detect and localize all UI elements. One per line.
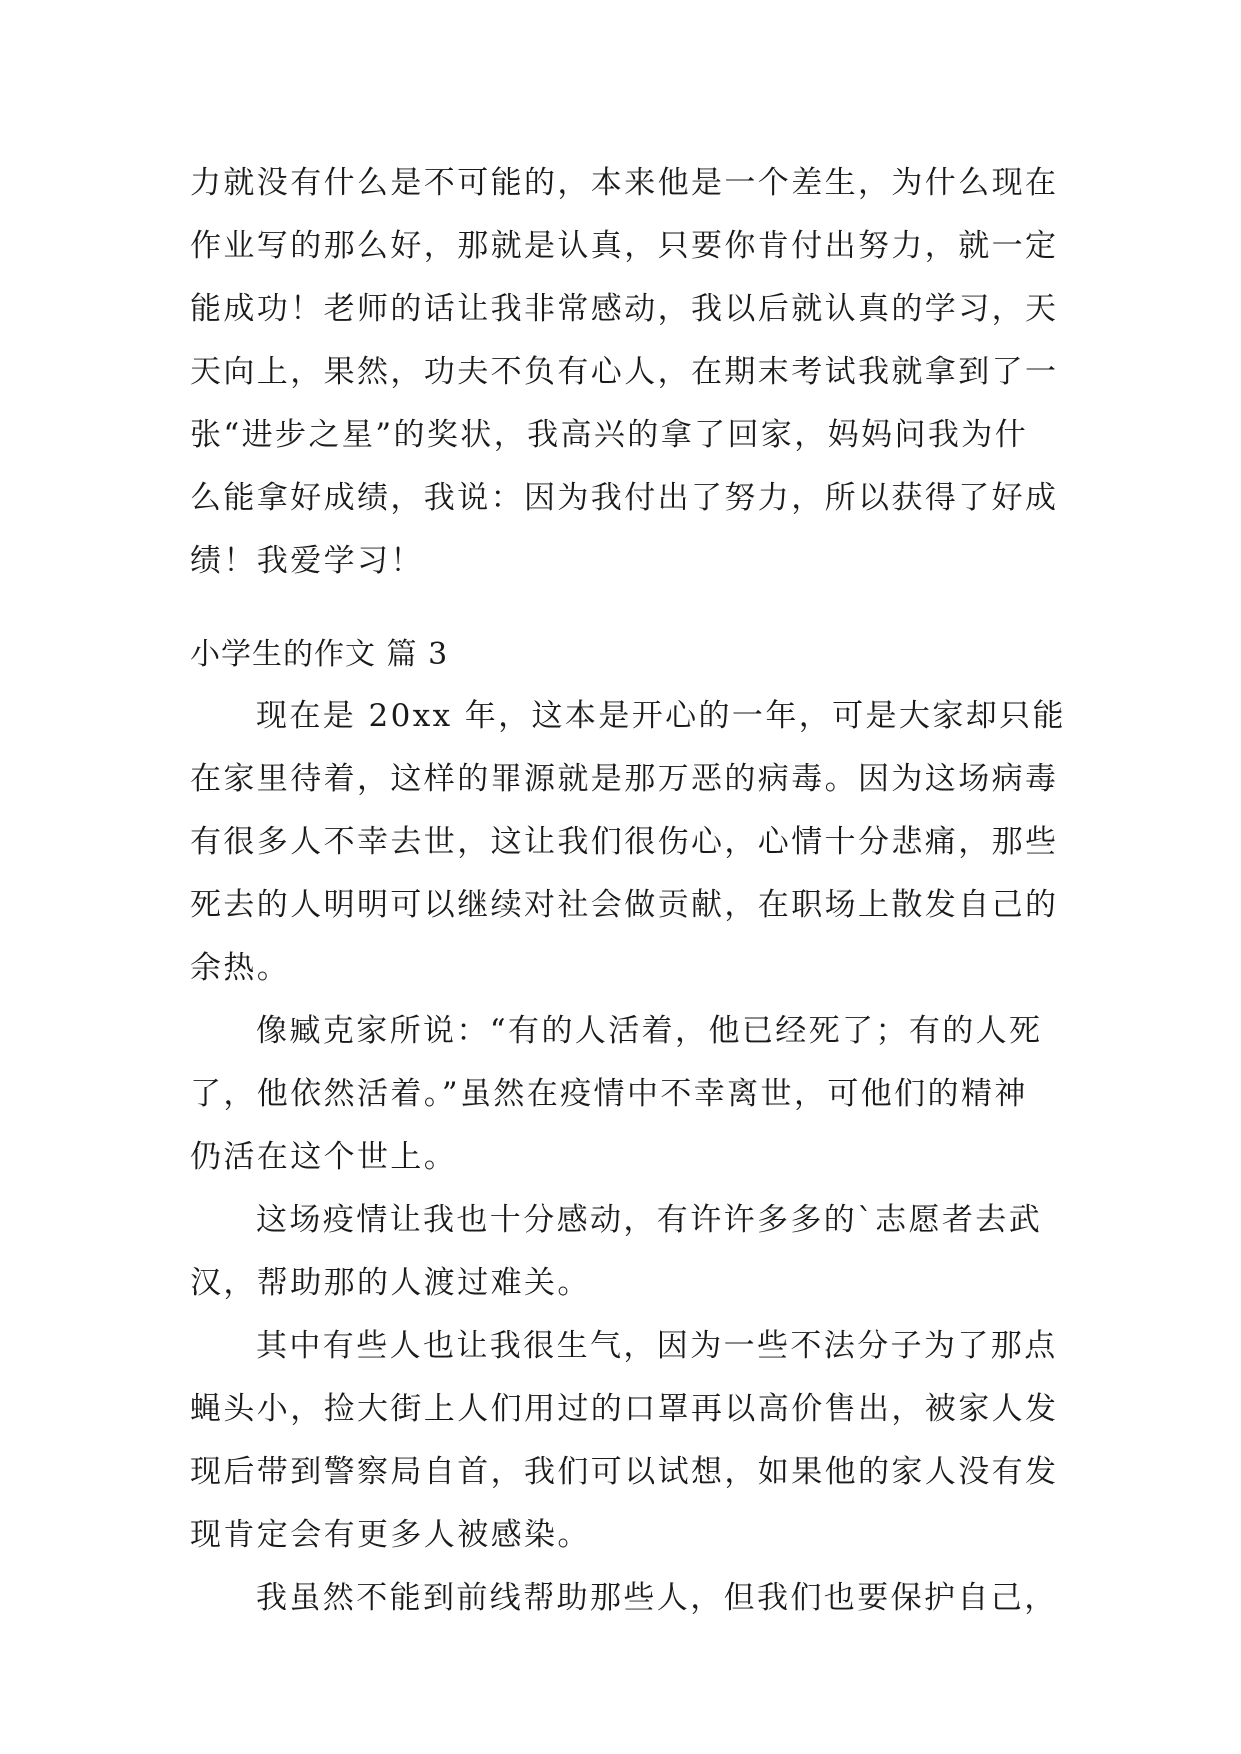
text-line: 死去的人明明可以继续对社会做贡献，在职场上散发自己的 [190,887,1059,923]
text-line: 么能拿好成绩，我说：因为我付出了努力，所以获得了好成 [190,480,1059,516]
text-line: 余热。 [190,950,291,986]
text-line: 现肯定会有更多人被感染。 [190,1517,591,1553]
text-line: 其中有些人也让我很生气，因为一些不法分子为了那点 [256,1328,1058,1364]
text-line: 张“进步之星”的奖状，我高兴的拿了回家，妈妈问我为什 [190,417,1029,453]
text-line: 这场疫情让我也十分感动，有许许多多的`志愿者去武 [256,1202,1043,1238]
text-line: 作业写的那么好，那就是认真，只要你肯付出努力，就一定 [190,228,1059,264]
text-line: 现后带到警察局自首，我们可以试想，如果他的家人没有发 [190,1454,1059,1490]
text-line: 现在是 20xx 年，这本是开心的一年，可是大家却只能 [256,698,1066,734]
text-line: 汉，帮助那的人渡过难关。 [190,1265,591,1301]
text-line: 蝇头小，捡大街上人们用过的口罩再以高价售出，被家人发 [190,1391,1059,1427]
text-line: 我虽然不能到前线帮助那些人，但我们也要保护自己， [256,1580,1058,1616]
text-line: 有很多人不幸去世，这让我们很伤心，心情十分悲痛，那些 [190,824,1059,860]
text-line: 了，他依然活着。”虽然在疫情中不幸离世，可他们的精神 [190,1076,1028,1112]
text-line: 能成功！老师的话让我非常感动，我以后就认真的学习，天 [190,291,1059,327]
text-line: 像臧克家所说：“有的人活着，他已经死了；有的人死 [256,1013,1043,1049]
section-heading: 小学生的作文 篇 3 [190,637,449,672]
text-line: 在家里待着，这样的罪源就是那万恶的病毒。因为这场病毒 [190,761,1059,797]
text-line: 天向上，果然，功夫不负有心人，在期末考试我就拿到了一 [190,354,1059,390]
text-line: 绩！我爱学习！ [190,543,424,579]
text-line: 仍活在这个世上。 [190,1139,458,1175]
text-line: 力就没有什么是不可能的，本来他是一个差生，为什么现在 [190,165,1059,201]
